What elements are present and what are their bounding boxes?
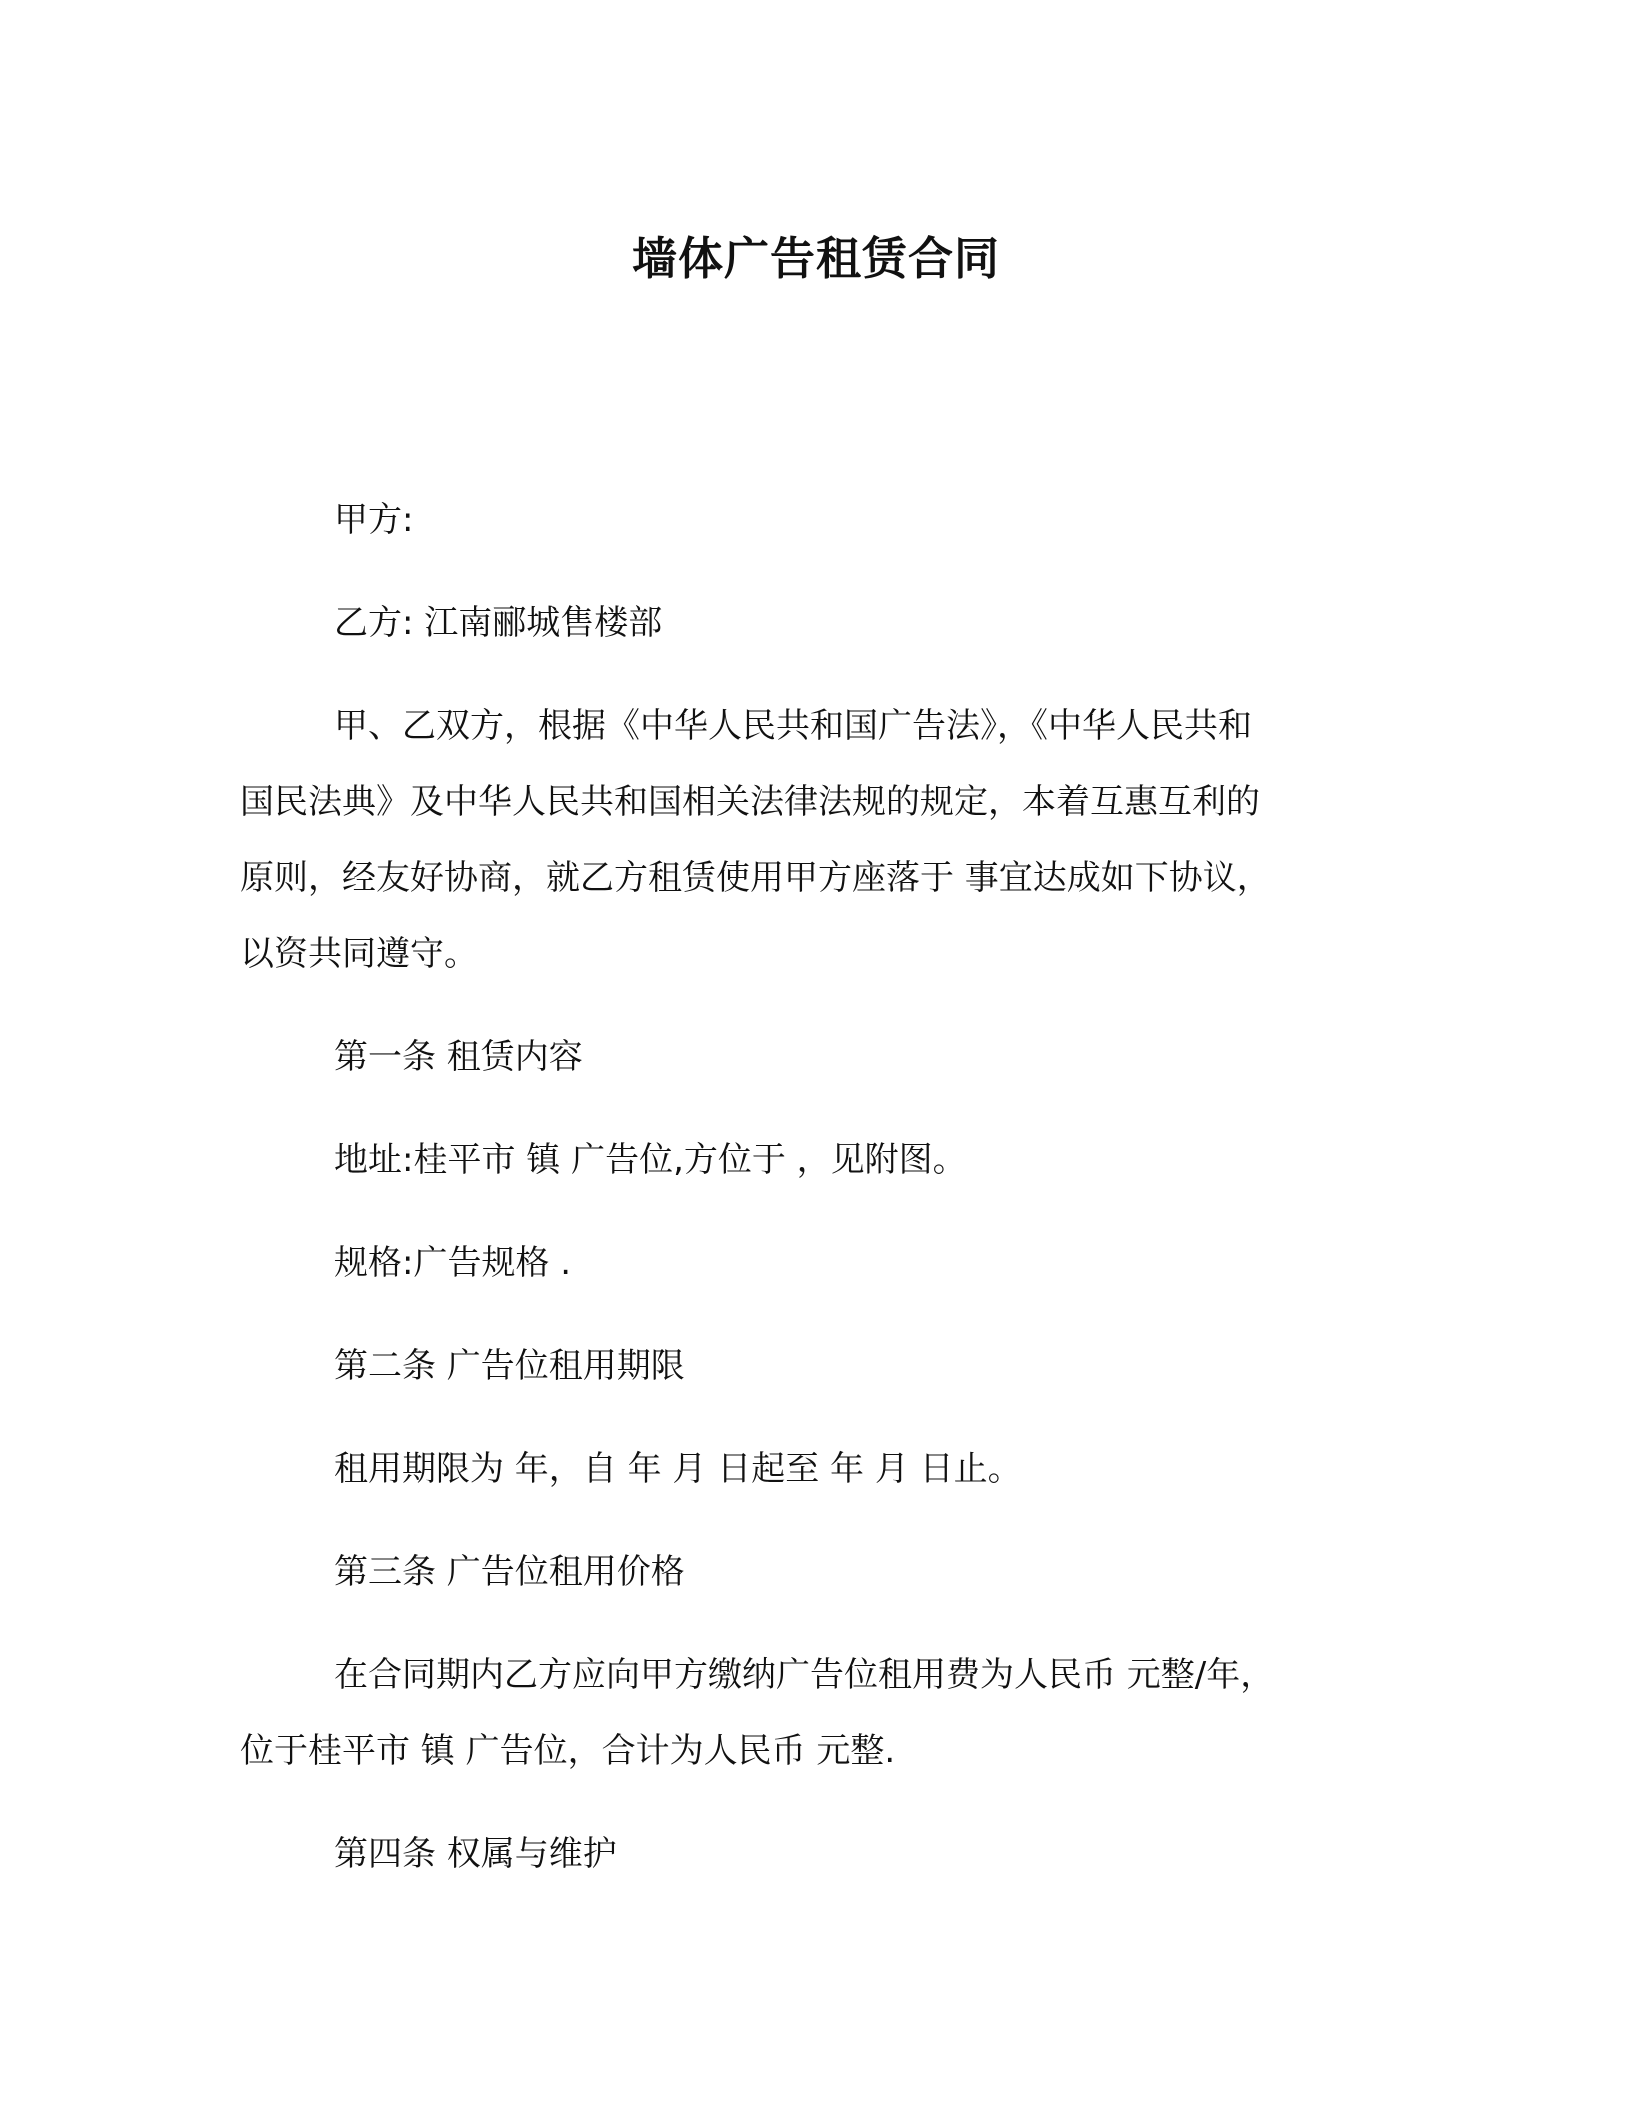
preamble-line-3: 原则，经友好协商，就乙方租赁使用甲方座落于 事宜达成如下协议， [240, 858, 1271, 898]
preamble-line-1: 甲、乙双方，根据《中华人民共和国广告法》，《中华人民共和 [334, 706, 1252, 746]
article-4-heading: 第四条 权属与维护 [334, 1834, 617, 1874]
article-1-spec: 规格:广告规格 . [334, 1243, 572, 1283]
party-a-line: 甲方: [334, 500, 414, 540]
preamble-line-4: 以资共同遵守。 [240, 934, 478, 974]
article-3-price-line-1: 在合同期内乙方应向甲方缴纳广告位租用费为人民币 元整/年， [334, 1655, 1275, 1695]
article-1-address: 地址:桂平市 镇 广告位,方位于 ，见附图。 [334, 1140, 967, 1180]
article-1-heading: 第一条 租赁内容 [334, 1037, 583, 1077]
article-3-heading: 第三条 广告位租用价格 [334, 1552, 685, 1592]
party-b-line: 乙方: 江南郦城售楼部 [334, 603, 663, 643]
article-2-term: 租用期限为 年，自 年 月 日起至 年 月 日止。 [334, 1449, 1022, 1489]
document-title: 墙体广告租赁合同 [631, 232, 1000, 285]
preamble-line-2: 国民法典》及中华人民共和国相关法律法规的规定，本着互惠互利的 [240, 782, 1260, 822]
article-2-heading: 第二条 广告位租用期限 [334, 1346, 685, 1386]
article-3-price-line-2: 位于桂平市 镇 广告位，合计为人民币 元整. [240, 1731, 896, 1771]
